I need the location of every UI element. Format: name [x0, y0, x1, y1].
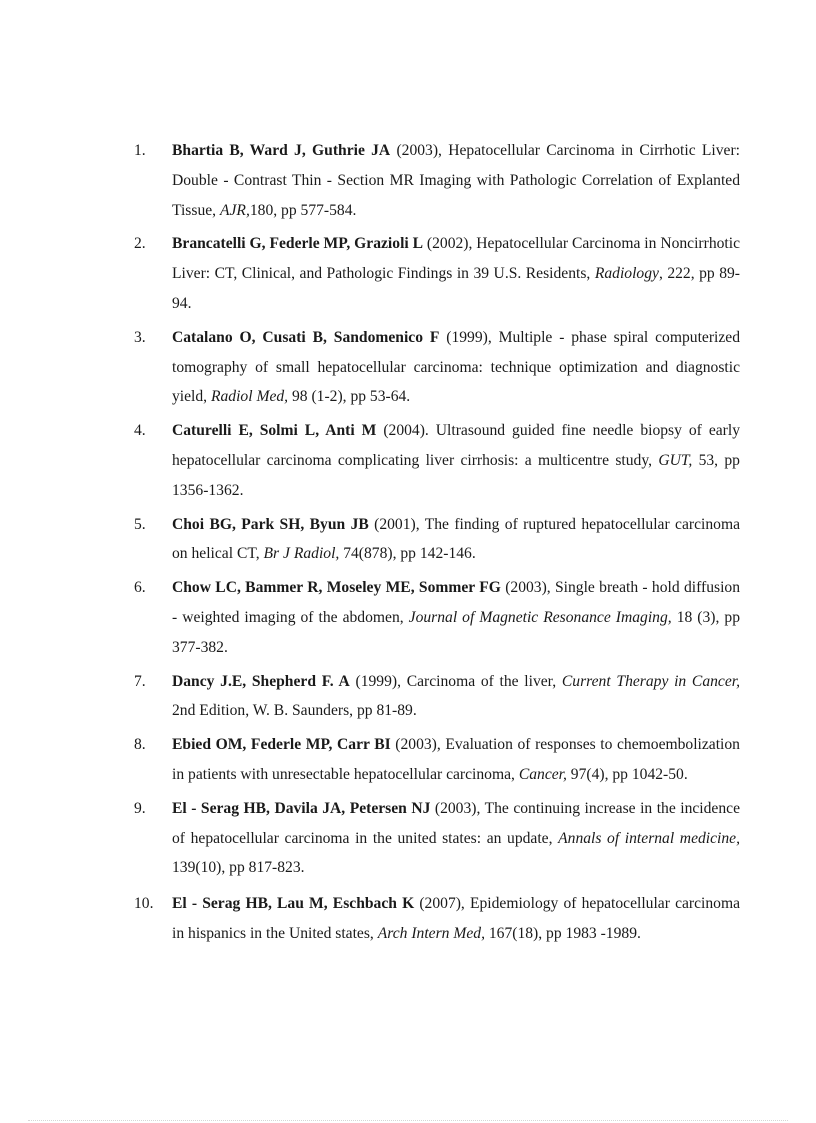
reference-details: 74(878), pp 142-146.: [339, 545, 476, 563]
reference-number: 6.: [134, 579, 146, 597]
reference-item-7: [134, 667, 740, 727]
reference-number: 9.: [134, 799, 146, 817]
reference-text: [172, 323, 740, 412]
reference-journal: Radiol Med,: [210, 388, 289, 406]
reference-item-2: [134, 229, 740, 318]
reference-journal: Cancer,: [518, 765, 567, 783]
reference-text: [172, 510, 740, 570]
reference-text: [172, 136, 740, 225]
reference-number: 1.: [134, 142, 146, 159]
reference-journal: AJR,: [219, 201, 250, 219]
reference-number: 3.: [134, 328, 146, 346]
reference-number: 5.: [134, 515, 146, 533]
reference-journal: Radiology: [594, 265, 659, 283]
reference-authors: Dancy J.E, Shepherd F. A: [172, 672, 350, 690]
reference-item-4: [134, 416, 740, 505]
reference-title: (1999), Multiple - phase spiral computerized tomography of small hepatocellular carcinoma: technique optimization and diagnostic yield,: [172, 328, 740, 406]
reference-authors: Caturelli E, Solmi L, Anti M: [172, 422, 377, 440]
reference-journal: GUT,: [658, 451, 693, 469]
reference-item-8: [134, 730, 740, 790]
reference-text: [172, 667, 740, 727]
reference-text: [172, 573, 740, 662]
reference-authors: Catalano O, Cusati B, Sandomenico F: [172, 328, 440, 346]
reference-authors: Choi BG, Park SH, Byun JB: [172, 515, 369, 533]
reference-text: [172, 889, 740, 949]
reference-item-1: [134, 136, 740, 225]
reference-title: (2007), Epidemiology of hepatocellular carcinoma in hispanics in the United states,: [172, 895, 741, 942]
reference-journal: Annals of internal medicine,: [558, 829, 740, 847]
reference-journal: Arch Intern Med,: [377, 924, 485, 942]
reference-number: 2.: [134, 235, 146, 253]
reference-journal: Journal of Magnetic Resonance Imaging,: [408, 608, 672, 626]
reference-authors: El - Serag HB, Lau M, Eschbach K: [172, 895, 415, 913]
reference-text: [172, 794, 740, 883]
reference-details: 167(18), pp 1983 -1989.: [484, 924, 641, 942]
reference-details: 18 (3), pp 377-382.: [172, 608, 740, 656]
reference-item-5: [134, 510, 740, 570]
reference-title: (2003), Evaluation of responses to chemoembolization in patients with unresectable hepatocellular carcinoma,: [172, 736, 740, 783]
reference-details: 97(4), pp 1042-50.: [566, 765, 688, 783]
reference-authors: Ebied OM, Federle MP, Carr BI: [172, 736, 391, 754]
page-bottom-divider: [28, 1120, 788, 1121]
reference-number: 10.: [134, 895, 154, 913]
reference-title: (2003), Single breath - hold diffusion - weighted imaging of the abdomen,: [172, 579, 740, 626]
reference-details: , 222, pp 89-94.: [172, 265, 741, 312]
reference-number: 8.: [134, 736, 146, 754]
reference-title: (2003), Hepatocellular Carcinoma in Cirrhotic Liver: Double - Contrast Thin - Section MR Imaging with Pathologic Correlation of Explanted Tissue,: [172, 142, 741, 219]
reference-journal: Current Therapy in Cancer,: [561, 672, 740, 690]
reference-details: 98 (1-2), pp 53-64.: [288, 388, 411, 406]
reference-authors: Chow LC, Bammer R, Moseley ME, Sommer FG: [172, 579, 501, 597]
reference-details: 53, pp 1356-1362.: [172, 451, 740, 499]
reference-details: 2nd Edition, W. B. Saunders, pp 81-89.: [172, 702, 417, 720]
reference-title: (1999), Carcinoma of the liver,: [349, 672, 562, 690]
reference-details: 139(10), pp 817-823.: [172, 859, 305, 877]
reference-item-10: [134, 889, 740, 949]
reference-item-3: [134, 323, 740, 412]
reference-text: [172, 730, 740, 790]
reference-journal: Br J Radiol,: [263, 545, 340, 563]
reference-title: (2002), Hepatocellular Carcinoma in Noncirrhotic Liver: CT, Clinical, and Pathologic Findings in 39 U.S. Residents,: [172, 235, 740, 283]
reference-authors: El - Serag HB, Davila JA, Petersen NJ: [172, 799, 431, 817]
reference-text: [172, 229, 740, 318]
reference-details: 180, pp 577-584.: [249, 201, 357, 219]
reference-number: 7.: [134, 672, 146, 690]
reference-text: [172, 416, 740, 505]
reference-authors: Bhartia B, Ward J, Guthrie JA: [172, 142, 391, 159]
reference-title: (2004). Ultrasound guided fine needle biopsy of early hepatocellular carcinoma complicating liver cirrhosis: a multicentre study,: [172, 422, 741, 469]
reference-number: 4.: [134, 422, 146, 440]
reference-authors: Brancatelli G, Federle MP, Grazioli L: [172, 235, 424, 253]
reference-list: [134, 136, 740, 953]
reference-title: (2001), The finding of ruptured hepatocellular carcinoma on helical CT,: [172, 515, 740, 563]
reference-item-6: [134, 573, 740, 662]
reference-title: (2003), The continuing increase in the incidence of hepatocellular carcinoma in the united states: an update,: [172, 799, 740, 847]
reference-item-9: [134, 794, 740, 883]
